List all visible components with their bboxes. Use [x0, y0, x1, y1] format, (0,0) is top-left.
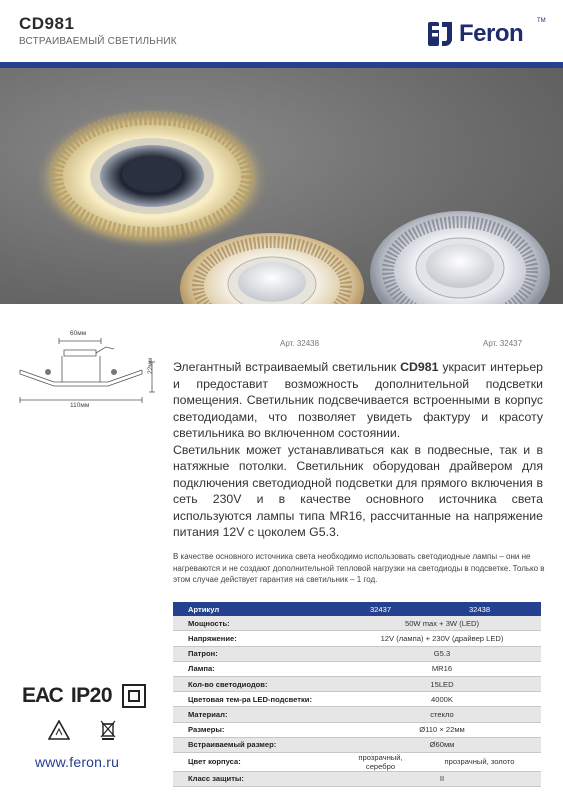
spec-header-col1: 32437	[343, 602, 418, 616]
product-description	[173, 359, 543, 541]
spec-row: Цвет корпуса: прозрачный, серебро прозрачный, золото	[173, 752, 541, 771]
dim-height: 22мм	[147, 357, 154, 374]
spec-row: Размеры: Ø110 × 22мм	[173, 722, 541, 737]
spec-row: Мощность: 50W max + 3W (LED)	[173, 616, 541, 631]
feron-logo-icon	[428, 21, 454, 47]
article-label-32438: Арт. 32438	[280, 339, 320, 348]
description-paragraph-1: Элегантный встраиваемый светильник CD981 украсит интерьер и предоставит возможность дополнительной подсветки помещения. Светильник подсвечивается встроенными в корпус светодиодами, что позволяет увидеть фактуру и красоту светильника во включенном состоянии.	[173, 360, 543, 440]
spec-row: Напряжение: 12V (лампа) + 230V (драйвер LED)	[173, 631, 541, 646]
spec-row: Кол-во светодиодов: 15LED	[173, 676, 541, 691]
article-label-32437: Арт. 32437	[483, 339, 523, 348]
spec-row: Цветовая тем-ра LED-подсветки: 4000K	[173, 692, 541, 707]
spec-row: Встраиваемый размер: Ø60мм	[173, 737, 541, 752]
spec-row: Лампа: MR16	[173, 661, 541, 676]
product-photo	[0, 68, 563, 304]
spec-header-label: Артикул	[173, 602, 343, 616]
website-link[interactable]: www.feron.ru	[35, 754, 120, 770]
spec-header-col2: 32438	[418, 602, 541, 616]
certification-marks	[22, 684, 146, 745]
model-title: CD981	[19, 14, 75, 33]
dim-width-bottom: 110мм	[70, 402, 90, 409]
dim-width-top: 60мм	[70, 330, 87, 337]
description-paragraph-2: Светильник может устанавливаться как в подвесные, так и в натяжные потолки. Светильник оборудован драйвером для подключения светодиодной подсветки для прямого включения в сеть 230V и в качестве основного источника света используются лампы типа MR16, рассчитанные на напряжение питания 12V с цоколем G5.3.	[173, 442, 543, 539]
header	[0, 0, 563, 62]
spec-table	[173, 602, 541, 787]
dimension-diagram	[14, 330, 164, 410]
description-model: CD981	[400, 360, 439, 374]
feron-logo	[428, 20, 523, 48]
spec-row: Материал: стекло	[173, 707, 541, 722]
trademark-mark: TM	[537, 18, 546, 24]
spec-row: Патрон: G5.3	[173, 646, 541, 661]
warranty-note: В качестве основного источника света необходимо использовать светодиодные лампы – они не нагреваются и не создают дополнительной тепловой нагрузки на светодиоды в подсветке. Только в этом случае действует гарантия на светильник – 1 год.	[173, 552, 545, 584]
double-insulation-icon	[122, 684, 146, 708]
glass-fragile-icon	[48, 720, 70, 745]
eac-mark: ЕАС	[22, 684, 63, 707]
product-subtitle: ВСТРАИВАЕМЫЙ СВЕТИЛЬНИК	[19, 36, 177, 47]
spec-row: Класс защиты: II	[173, 771, 541, 786]
ip20-mark: IP20	[70, 684, 113, 707]
weee-bin-icon	[100, 720, 116, 745]
spec-header-row	[173, 602, 541, 616]
brand-name: Feron	[459, 20, 524, 47]
